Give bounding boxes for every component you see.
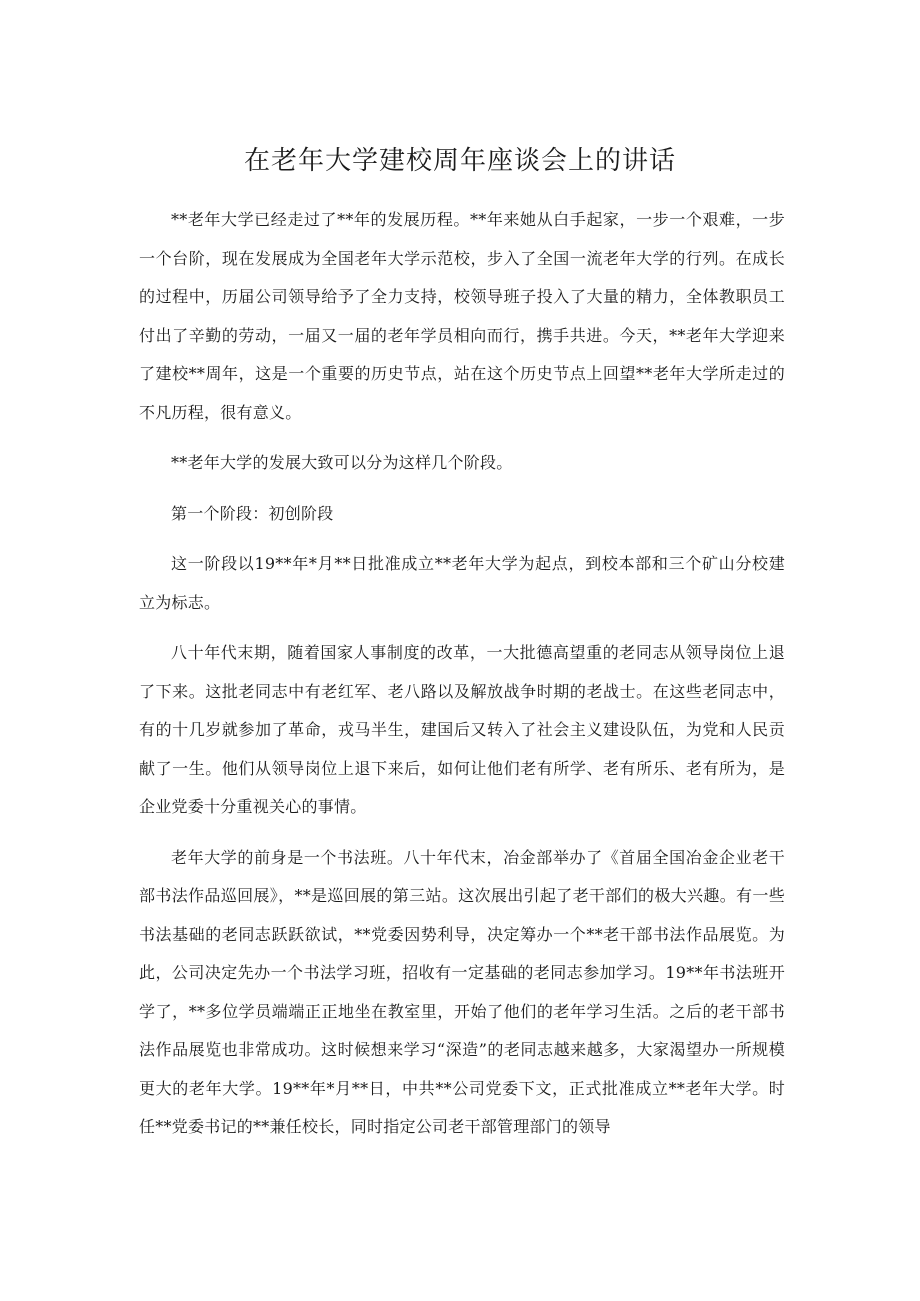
paragraph-origin: 老年大学的前身是一个书法班。八十年代末，冶金部举办了《首届全国冶金企业老干部书法作品巡回展》，**是巡回展的第三站。这次展出引起了老干部们的极大兴趣。有一些书法基础的老同志跃跃欲试，**党委因势利导，决定筹办一个**老干部书法作品展览。为此，公司决定先办一个书法学习班，招收有一定基础的老同志参加学习。19**年书法班开学了，**多位学员端端正正地坐在教室里，开始了他们的老年学习生活。之后的老干部书法作品展览也非常成功。这时候想来学习“深造”的老同志越来越多，大家渴望办一所规模更大的老年大学。19**年*月**日，中共**公司党委下文，正式批准成立**老年大学。时任**党委书记的**兼任校长，同时指定公司老干部管理部门的领导	[139, 847, 785, 1136]
paragraph-stages: **老年大学的发展大致可以分为这样几个阶段。	[171, 453, 513, 472]
document-title: 在老年大学建校周年座谈会上的讲话	[243, 146, 676, 176]
paragraph-stage-one-heading: 第一个阶段：初创阶段	[171, 503, 334, 523]
paragraph-stage-one-scope: 这一阶段以19**年*月**日批准成立**老年大学为起点，到校本部和三个矿山分校建立为标志。	[139, 554, 785, 612]
document-body	[139, 201, 785, 1147]
paragraph-background: 八十年代末期，随着国家人事制度的改革，一大批德高望重的老同志从领导岗位上退了下来。这批老同志中有老红军、老八路以及解放战争时期的老战士。在这些老同志中，有的十几岁就参加了革命，戎马半生，建国后又转入了社会主义建设队伍，为党和人民贡献了一生。他们从领导岗位上退下来后，如何让他们老有所学、老有所乐、老有所为，是企业党委十分重视关心的事情。	[139, 643, 785, 816]
paragraph-intro: **老年大学已经走过了**年的发展历程。**年来她从白手起家，一步一个艰难，一步一个台阶，现在发展成为全国老年大学示范校，步入了全国一流老年大学的行列。在成长的过程中，历届公司领导给予了全力支持，校领导班子投入了大量的精力，全体教职员工付出了辛勤的劳动，一届又一届的老年学员相向而行，携手共进。今天，**老年大学迎来了建校**周年，这是一个重要的历史节点，站在这个历史节点上回望**老年大学所走过的不凡历程，很有意义。	[139, 210, 785, 422]
